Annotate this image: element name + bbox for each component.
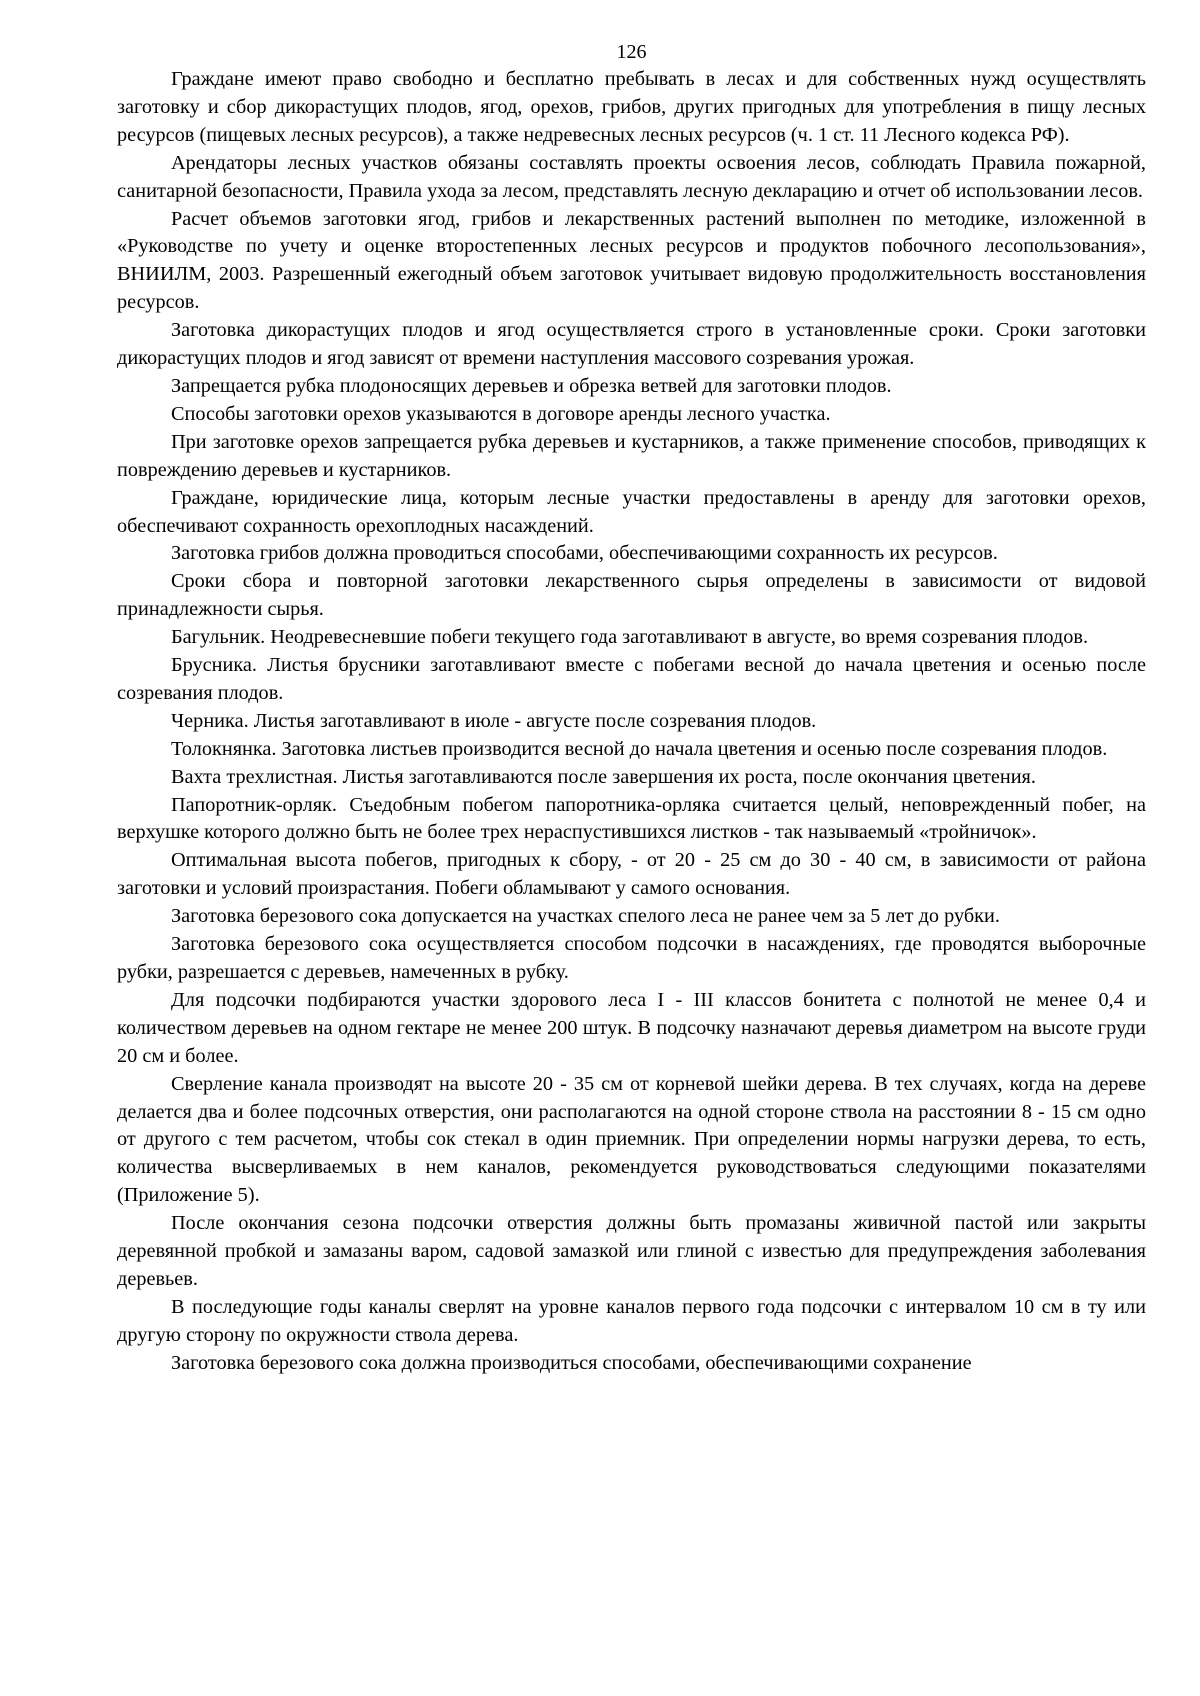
paragraph: Заготовка березового сока осуществляется способом подсочки в насаждениях, где проводятся выборочные рубки, разрешается с деревьев, намеченных в рубку. [117,933,1146,983]
paragraph: Толокнянка. Заготовка листьев производится весной до начала цветения и осенью после созревания плодов. [171,737,1108,760]
paragraph: В последующие годы каналы сверлят на уровне каналов первого года подсочки с интервалом 10 см в ту или другую сторону по окружности ствола дерева. [117,1295,1146,1346]
paragraph: Вахта трехлистная. Листья заготавливаются после завершения их роста, после окончания цветения. [171,765,1036,788]
page-number: 126 [616,41,647,63]
paragraph: Заготовка березового сока допускается на участках спелого леса не ранее чем за 5 лет до рубки. [171,905,1000,928]
paragraph: Арендаторы лесных участков обязаны составлять проекты освоения лесов, соблюдать Правила пожарной, санитарной безопасности, Правила ухода за лесом, представлять лесную декларацию и отчет об использовании лесов. [117,151,1146,202]
paragraph: Для подсочки подбираются участки здорового леса I - III классов бонитета с полнотой не менее 0,4 и количеством деревьев на одном гектаре не менее 200 штук. В подсочку назначают деревья диаметром на высоте груди 20 см и более. [117,988,1146,1067]
paragraph: Заготовка березового сока должна производиться способами, обеспечивающими сохранение [171,1351,972,1374]
paragraph: Сверление канала производят на высоте 20 - 35 см от корневой шейки дерева. В тех случаях, когда на дереве делается два и более подсочных отверстия, они располагаются на одной стороне ствола на расстоянии 8 - 15 см одно от другого с тем расчетом, чтобы сок стекал в один приемник. При определении нормы нагрузки дерева, то есть, количества высверливаемых в нем каналов, рекомендуется руководствоваться следующими показателями (Приложение 5). [117,1072,1146,1207]
paragraph: Сроки сбора и повторной заготовки лекарственного сырья определены в зависимости от видовой принадлежности сырья. [117,570,1146,621]
paragraph: Граждане, юридические лица, которым лесные участки предоставлены в аренду для заготовки орехов, обеспечивают сохранность орехоплодных насаждений. [117,486,1146,537]
paragraph: Заготовка грибов должна проводиться способами, обеспечивающими сохранность их ресурсов. [171,542,998,565]
paragraph: Багульник. Неодревесневшие побеги текущего года заготавливают в августе, во время созревания плодов. [171,626,1089,649]
paragraph: При заготовке орехов запрещается рубка деревьев и кустарников, а также применение способов, приводящих к повреждению деревьев и кустарников. [117,430,1146,481]
paragraph: Заготовка дикорастущих плодов и ягод осуществляется строго в установленные сроки. Сроки заготовки дикорастущих плодов и ягод зависят от времени наступления массового созревания урожая. [117,319,1146,370]
paragraph: Расчет объемов заготовки ягод, грибов и лекарственных растений выполнен по методике, изложенной в «Руководстве по учету и оценке второстепенных лесных ресурсов и продуктов побочного лесопользования», ВНИИЛМ, 2003. Разрешенный ежегодный объем заготовок учитывает видовую продолжительность восстановления ресурсов. [117,207,1146,314]
paragraph: Граждане имеют право свободно и бесплатно пребывать в лесах и для собственных нужд осуществлять заготовку и сбор дикорастущих плодов, ягод, орехов, грибов, других пригодных для употребления в пищу лесных ресурсов (пищевых лесных ресурсов), а также недревесных лесных ресурсов (ч. 1 ст. 11 Лесного кодекса РФ). [117,68,1146,146]
paragraph: Способы заготовки орехов указываются в договоре аренды лесного участка. [171,402,831,425]
paragraph: После окончания сезона подсочки отверстия должны быть промазаны живичной пастой или закрыты деревянной пробкой и замазаны варом, садовой замазкой или глиной с известью для предупреждения заболевания деревьев. [117,1212,1146,1290]
text-body [117,66,1146,1378]
paragraph: Черника. Листья заготавливают в июле - августе после созревания плодов. [171,709,817,732]
paragraph: Папоротник-орляк. Съедобным побегом папоротника-орляка считается целый, неповрежденный побег, на верхушке которого должно быть не более трех нераспустившихся листков - так называемый «тройничок». [117,793,1146,844]
paragraph: Брусника. Листья брусники заготавливают вместе с побегами весной до начала цветения и осенью после созревания плодов. [117,654,1146,704]
paragraph: Запрещается рубка плодоносящих деревьев и обрезка ветвей для заготовки плодов. [171,374,892,397]
paragraph: Оптимальная высота побегов, пригодных к сбору, - от 20 - 25 см до 30 - 40 см, в зависимости от района заготовки и условий произрастания. Побеги обламывают у самого основания. [117,849,1146,900]
